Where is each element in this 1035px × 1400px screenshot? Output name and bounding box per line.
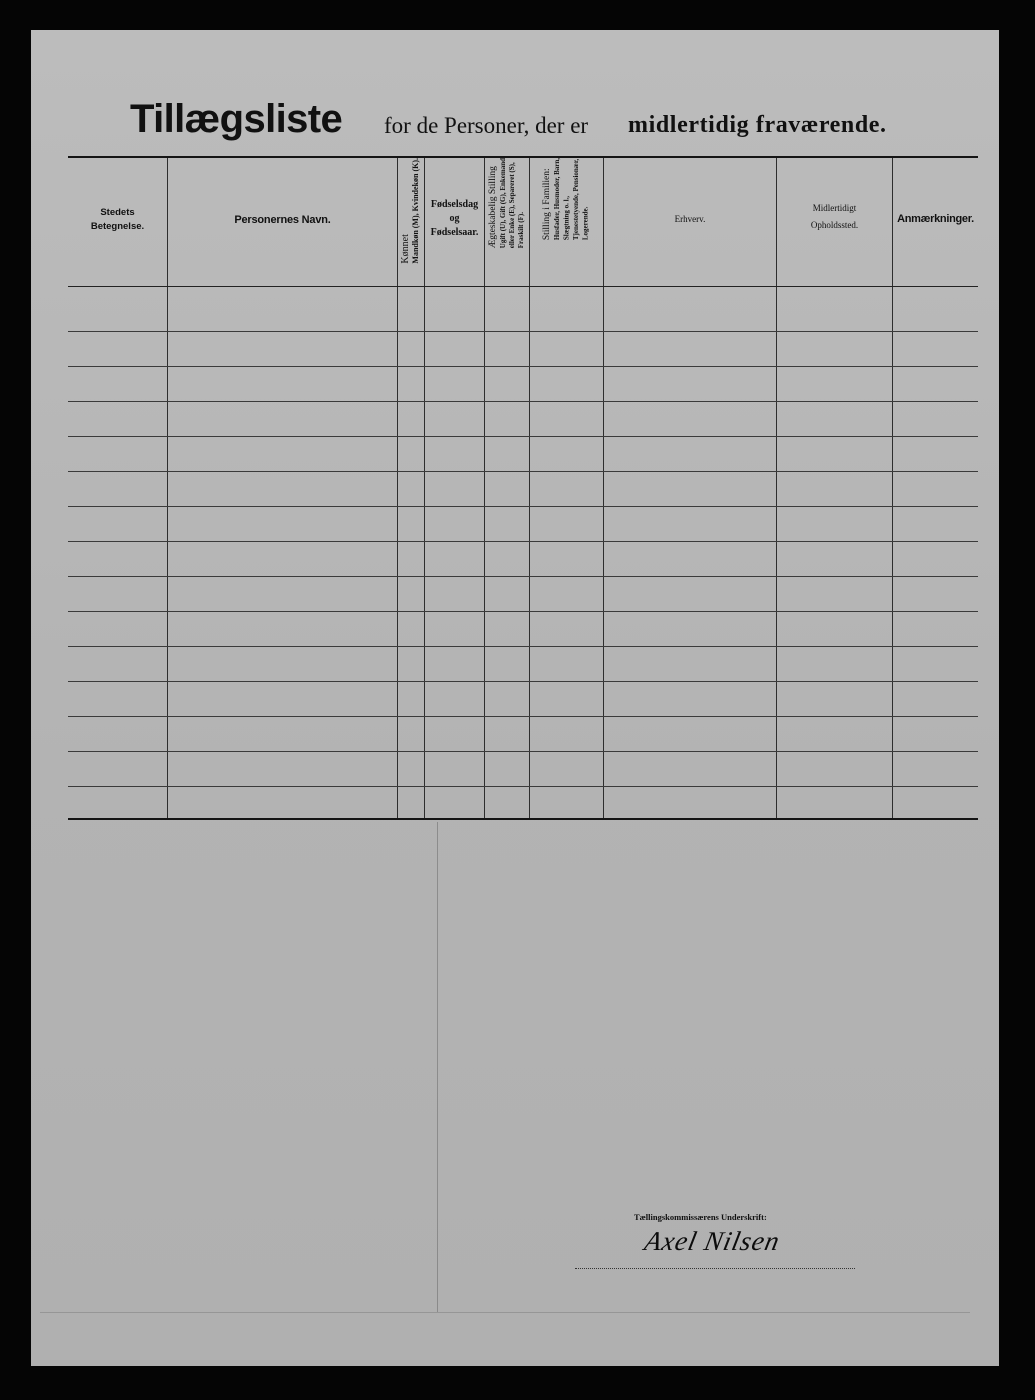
signature-dotted-line [575, 1268, 855, 1269]
header-label: Fødselsdag [430, 199, 479, 210]
table-row [68, 332, 978, 367]
header-label: Fraskilt (F). [517, 212, 525, 249]
table-row [68, 787, 978, 820]
header-label: Betegnelse. [90, 221, 145, 232]
table-cell [604, 402, 777, 436]
form-subtitle: for de Personer, der er [384, 113, 589, 138]
table-body [68, 287, 978, 820]
table-row [68, 682, 978, 717]
header-label: Kønnet [400, 234, 411, 264]
table-cell [398, 332, 425, 366]
table-cell [168, 507, 398, 541]
table-cell [604, 682, 777, 716]
header-kjonnet [398, 158, 425, 286]
table-row [68, 287, 978, 332]
table-cell [530, 472, 604, 506]
table-cell [777, 402, 893, 436]
form-subtitle-bold: midlertidig fraværende. [628, 112, 887, 138]
table-cell [485, 647, 530, 681]
table-cell [485, 402, 530, 436]
table-cell [485, 752, 530, 786]
table-row [68, 647, 978, 682]
table-row [68, 507, 978, 542]
table-cell [425, 612, 485, 646]
header-label: Opholdssted. [810, 220, 859, 230]
table-row [68, 577, 978, 612]
table-cell [893, 332, 978, 366]
table-row [68, 367, 978, 402]
table-cell [893, 507, 978, 541]
paper-fold-horizontal [40, 1312, 970, 1313]
table-cell [425, 717, 485, 751]
table-cell [398, 787, 425, 818]
table-cell [68, 577, 168, 611]
table-cell [398, 682, 425, 716]
table-cell [68, 472, 168, 506]
table-cell [425, 752, 485, 786]
table-cell [604, 507, 777, 541]
table-cell [68, 647, 168, 681]
table-cell [485, 367, 530, 401]
table-cell [893, 682, 978, 716]
table-cell [485, 612, 530, 646]
table-cell [168, 332, 398, 366]
table-cell [425, 287, 485, 331]
table-row [68, 472, 978, 507]
handwritten-signature: Axel Nilsen [641, 1226, 784, 1256]
table-cell [530, 287, 604, 331]
table-cell [604, 647, 777, 681]
header-label: og [449, 213, 460, 224]
table-row [68, 542, 978, 577]
header-label: Husfader, Husmoder, Barn, [553, 158, 561, 241]
table-cell [530, 787, 604, 818]
table-cell [398, 647, 425, 681]
table-cell [530, 437, 604, 471]
table-cell [777, 612, 893, 646]
form-title: Tillægsliste [130, 97, 343, 141]
table-cell [398, 612, 425, 646]
table-cell [425, 682, 485, 716]
absentee-table [68, 156, 978, 820]
table-cell [777, 787, 893, 818]
table-cell [425, 577, 485, 611]
table-cell [604, 577, 777, 611]
table-cell [425, 647, 485, 681]
header-label: Anmærkninger. [897, 213, 974, 225]
table-cell [893, 402, 978, 436]
table-cell [398, 367, 425, 401]
table-cell [530, 717, 604, 751]
header-anmaerkninger [893, 158, 978, 286]
table-cell [168, 752, 398, 786]
table-cell [168, 367, 398, 401]
table-header-row [68, 156, 978, 287]
header-label: Mandkøn (M), Kvindekøn (K). [411, 158, 420, 264]
table-cell [604, 752, 777, 786]
header-erhverv [604, 158, 777, 286]
header-aegteskabelig-stilling [485, 158, 530, 286]
table-cell [530, 752, 604, 786]
header-stedets-betegnelse [68, 158, 168, 286]
table-cell [777, 682, 893, 716]
table-cell [168, 472, 398, 506]
table-cell [604, 717, 777, 751]
table-cell [168, 542, 398, 576]
table-cell [777, 437, 893, 471]
table-cell [530, 542, 604, 576]
table-cell [777, 752, 893, 786]
paper-fold-vertical [437, 822, 438, 1312]
header-label: Ægteskabelig Stilling [488, 166, 498, 249]
table-cell [425, 787, 485, 818]
table-cell [398, 717, 425, 751]
table-cell [530, 402, 604, 436]
table-cell [485, 287, 530, 331]
header-label: Tjenestetyende, Pensionær, [572, 158, 580, 241]
table-cell [893, 752, 978, 786]
table-cell [893, 287, 978, 331]
table-cell [425, 367, 485, 401]
table-cell [168, 402, 398, 436]
table-cell [398, 437, 425, 471]
header-stilling-i-familien [530, 158, 604, 286]
table-cell [425, 542, 485, 576]
table-cell [168, 787, 398, 818]
header-label: Midlertidigt [812, 203, 857, 213]
table-cell [893, 437, 978, 471]
table-cell [485, 332, 530, 366]
header-label: eller Enke (E), Separeret (S), [508, 162, 516, 249]
table-cell [485, 577, 530, 611]
table-cell [398, 402, 425, 436]
table-cell [777, 367, 893, 401]
table-cell [777, 717, 893, 751]
table-row [68, 717, 978, 752]
table-cell [530, 367, 604, 401]
table-cell [168, 647, 398, 681]
table-cell [425, 437, 485, 471]
table-cell [68, 682, 168, 716]
table-cell [485, 682, 530, 716]
table-cell [68, 787, 168, 818]
table-cell [485, 472, 530, 506]
table-cell [68, 612, 168, 646]
table-cell [777, 577, 893, 611]
table-cell [893, 647, 978, 681]
table-cell [485, 507, 530, 541]
table-cell [604, 787, 777, 818]
header-label: Stilling i Familien: [542, 168, 552, 241]
table-cell [398, 507, 425, 541]
table-cell [530, 332, 604, 366]
table-cell [777, 507, 893, 541]
table-cell [398, 287, 425, 331]
table-cell [530, 612, 604, 646]
header-label: Ugift (U), Gift (G), Enkemand [499, 158, 507, 249]
table-cell [604, 612, 777, 646]
table-cell [398, 577, 425, 611]
table-cell [425, 332, 485, 366]
header-label: Slægtning o. l., [562, 195, 571, 241]
table-cell [68, 752, 168, 786]
table-cell [893, 577, 978, 611]
table-cell [425, 402, 485, 436]
table-row [68, 752, 978, 787]
table-cell [68, 717, 168, 751]
table-cell [893, 787, 978, 818]
table-cell [893, 612, 978, 646]
signature-label: Tællingskommissærens Underskrift: [634, 1212, 767, 1222]
table-cell [893, 367, 978, 401]
table-cell [530, 647, 604, 681]
table-cell [530, 507, 604, 541]
table-cell [604, 332, 777, 366]
table-cell [893, 472, 978, 506]
table-cell [485, 787, 530, 818]
table-cell [398, 752, 425, 786]
table-row [68, 402, 978, 437]
table-cell [168, 612, 398, 646]
header-opholdssted [777, 158, 893, 286]
header-label: Fødselsaar. [430, 227, 479, 238]
table-cell [485, 542, 530, 576]
table-cell [777, 542, 893, 576]
table-cell [604, 437, 777, 471]
table-cell [604, 542, 777, 576]
table-cell [168, 577, 398, 611]
table-cell [530, 577, 604, 611]
table-cell [68, 507, 168, 541]
table-row [68, 612, 978, 647]
table-cell [604, 367, 777, 401]
table-cell [530, 682, 604, 716]
table-cell [893, 717, 978, 751]
table-cell [168, 717, 398, 751]
header-personernes-navn [168, 158, 398, 286]
table-cell [398, 542, 425, 576]
table-cell [777, 647, 893, 681]
table-cell [604, 472, 777, 506]
table-cell [68, 332, 168, 366]
table-cell [893, 542, 978, 576]
header-fodselsdag [425, 158, 485, 286]
table-cell [485, 437, 530, 471]
table-cell [777, 332, 893, 366]
table-cell [68, 437, 168, 471]
table-cell [68, 367, 168, 401]
table-cell [777, 287, 893, 331]
table-cell [168, 437, 398, 471]
table-cell [68, 542, 168, 576]
table-cell [777, 472, 893, 506]
header-label: Logerende. [581, 206, 590, 241]
table-cell [485, 717, 530, 751]
header-label: Erhverv. [674, 214, 706, 224]
table-cell [398, 472, 425, 506]
header-label: Personernes Navn. [234, 213, 331, 226]
table-cell [68, 287, 168, 331]
table-row [68, 437, 978, 472]
table-cell [168, 287, 398, 331]
table-cell [68, 402, 168, 436]
table-cell [425, 472, 485, 506]
table-cell [604, 287, 777, 331]
table-cell [168, 682, 398, 716]
header-label: Stedets [100, 207, 135, 218]
table-cell [425, 507, 485, 541]
